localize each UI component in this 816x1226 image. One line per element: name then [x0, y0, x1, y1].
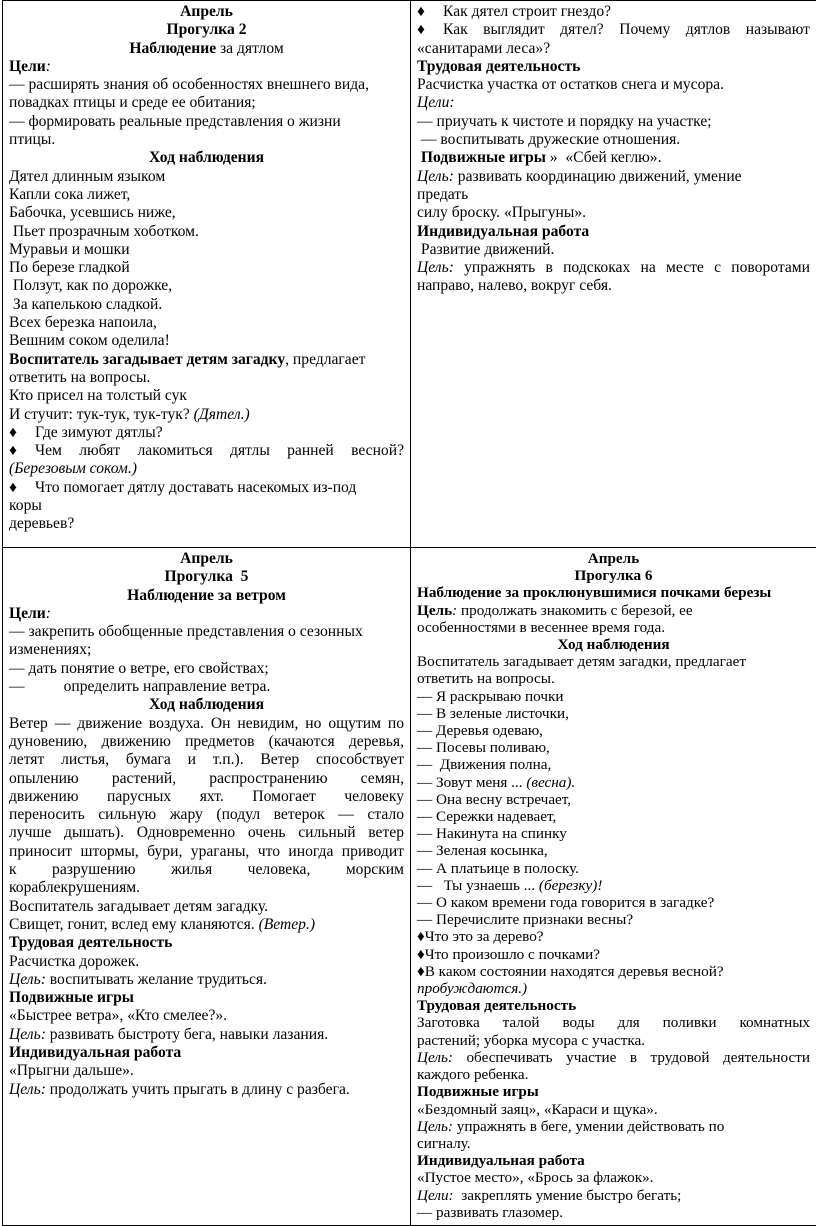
riddle-line: — В зеленые листочки, — [417, 705, 810, 722]
labor-text: Расчистка дорожек. — [9, 953, 404, 971]
cell-walk-5 — [3, 548, 411, 1226]
course-heading: Ход наблюдения — [9, 696, 404, 714]
games-goal: Цель: упражнять в беге, умении действовать по — [417, 1118, 810, 1135]
observation-title: Наблюдение за проклюнувшимися почками березы — [417, 584, 810, 601]
question-item: ♦ Как дятел строит гнездо? — [417, 3, 810, 21]
diamond-bullet-icon: ♦ — [9, 442, 35, 460]
paragraph-line: Ветер — движение воздуха. Он невидим, но ощутим по — [9, 715, 404, 733]
month-heading: Апрель — [417, 550, 810, 567]
labor-heading: Трудовая деятельность — [417, 997, 810, 1014]
diamond-bullet-icon: ♦ — [417, 946, 425, 963]
riddle-intro: Воспитатель загадывает детям загадку. — [9, 898, 404, 916]
individual-goal: Цель: продолжать учить прыгать в длину с разбега. — [9, 1081, 404, 1099]
observation-title: Наблюдение за дятлом — [9, 40, 404, 58]
question-line: — Перечислите признаки весны? — [417, 911, 810, 928]
games-text: «Быстрее ветра», «Кто смелее?». — [9, 1007, 404, 1025]
observation-title: Наблюдение за ветром — [9, 587, 404, 605]
goal-line: — формировать реальные представления о жизни — [9, 113, 404, 131]
games-goal: предать — [417, 186, 810, 204]
paragraph-line: к разрушению жилья человека, морским — [9, 861, 404, 879]
month-heading: Апрель — [9, 550, 404, 568]
question-item: ♦ Как выглядит дятел? Почему дятлов называют — [417, 21, 810, 39]
diamond-bullet-icon: ♦ — [417, 963, 425, 980]
riddle-line: Кто присел на толстый сук — [9, 387, 404, 405]
individual-text: «Прыгни дальше». — [9, 1062, 404, 1080]
games-goal: Цель: развивать координацию движений, умение — [417, 168, 810, 186]
month-heading: Апрель — [9, 3, 404, 21]
riddle-line: — Зовут меня ... (весна). — [417, 774, 810, 791]
individual-heading: Индивидуальная работа — [417, 223, 810, 241]
individual-heading: Индивидуальная работа — [417, 1152, 810, 1169]
question-item: ♦Что произошло с почками? — [417, 946, 810, 963]
riddle-line: — Движения полна, — [417, 756, 810, 773]
games-text: «Бездомный заяц», «Караси и щука». — [417, 1101, 810, 1118]
poem-line: Ползут, как по дорожке, — [9, 277, 404, 295]
labor-goal: Цель: обеспечивать участие в трудовой деятельности — [417, 1049, 810, 1066]
paragraph-line: опылению растений, распространению семян, — [9, 770, 404, 788]
games-goal: силу броску. «Прыгуны». — [417, 204, 810, 222]
walk-heading: Прогулка 5 — [9, 568, 404, 586]
question-item: ♦ Что помогает дятлу доставать насекомых из-под — [9, 479, 404, 497]
question-line: — О каком времени года говорится в загадке? — [417, 894, 810, 911]
labor-heading: Трудовая деятельность — [417, 58, 810, 76]
poem-line: Вешним соком оделила! — [9, 332, 404, 350]
goal-line: — приучать к чистоте и порядку на участке; — [417, 113, 810, 131]
paragraph-line: приносит штормы, бури, ураганы, что иногда приводит — [9, 843, 404, 861]
individual-goal: направо, налево, вокруг себя. — [417, 277, 810, 295]
paragraph-line: переносить сильную жару (подул ветерок — стало — [9, 806, 404, 824]
individual-heading: Индивидуальная работа — [9, 1044, 404, 1062]
poem-line: За капелькою сладкой. — [9, 296, 404, 314]
diamond-bullet-icon: ♦ — [417, 21, 443, 39]
riddle-line: — Посевы поливаю, — [417, 739, 810, 756]
riddle-line: И стучит: тук-тук, тук-тук? (Дятел.) — [9, 406, 404, 424]
riddle-intro: ответить на вопросы. — [9, 369, 404, 387]
paragraph-line: кораблекрушениям. — [9, 879, 404, 897]
diamond-bullet-icon: ♦ — [9, 479, 35, 497]
course-heading: Ход наблюдения — [417, 636, 810, 653]
answer-line: пробуждаются.) — [417, 980, 810, 997]
question-line: деревьев? — [9, 515, 404, 533]
games-goal: сигналу. — [417, 1135, 810, 1152]
poem-line: Капли сока лижет, — [9, 186, 404, 204]
riddle-line: — Ты узнаешь ... (березку)! — [417, 877, 810, 894]
goal-line: — определить направление ветра. — [9, 678, 404, 696]
individual-text: Развитие движений. — [417, 241, 810, 259]
diamond-bullet-icon: ♦ — [9, 424, 35, 442]
riddle-intro: Воспитатель загадывает детям загадку, предлагает — [9, 351, 404, 369]
goal-line: — воспитывать дружеские отношения. — [417, 131, 810, 149]
paragraph-line: движению парусных яхт. Помогает человеку — [9, 788, 404, 806]
goal-line: птицы. — [9, 131, 404, 149]
poem-line: Дятел длинным языком — [9, 168, 404, 186]
diamond-bullet-icon: ♦ — [417, 928, 425, 945]
diamond-bullet-icon: ♦ — [417, 3, 443, 21]
labor-goal: Цель: воспитывать желание трудиться. — [9, 971, 404, 989]
goals-label: Цели: — [417, 94, 810, 112]
course-heading: Ход наблюдения — [9, 149, 404, 167]
poem-line: Всех березка напоила, — [9, 314, 404, 332]
plan-table — [2, 0, 816, 1226]
labor-heading: Трудовая деятельность — [9, 934, 404, 952]
riddle-line: Свищет, гонит, вслед ему кланяются. (Ветер.) — [9, 916, 404, 934]
riddle-line: — Сережки надевает, — [417, 808, 810, 825]
question-item: ♦ Чем любят лакомиться дятлы ранней весной? — [9, 442, 404, 460]
riddle-line: — Она весну встречает, — [417, 791, 810, 808]
individual-goal: — развивать глазомер. — [417, 1204, 810, 1221]
goal-line: — закрепить обобщенные представления о сезонных — [9, 623, 404, 641]
riddle-intro: Воспитатель загадывает детям загадки, предлагает — [417, 653, 810, 670]
goals-label: Цели: — [9, 605, 404, 623]
poem-line: Пьет прозрачным хоботком. — [9, 223, 404, 241]
poem-line: По березе гладкой — [9, 259, 404, 277]
cell-walk-6 — [411, 548, 816, 1226]
poem-line: Муравьи и мошки — [9, 241, 404, 259]
riddle-line: — Деревья одеваю, — [417, 722, 810, 739]
question-line: «санитарами леса»? — [417, 40, 810, 58]
question-item: ♦В каком состоянии находятся деревья весной? — [417, 963, 810, 980]
riddle-line: — Я раскрываю почки — [417, 688, 810, 705]
goal-line: особенностями в весеннее время года. — [417, 619, 810, 636]
riddle-line: — Накинута на спинку — [417, 825, 810, 842]
goal-line: Цель: продолжать знакомить с березой, ее — [417, 602, 810, 619]
individual-text: «Пустое место», «Брось за флажок». — [417, 1169, 810, 1186]
individual-goal: Цели: закреплять умение быстро бегать; — [417, 1187, 810, 1204]
poem-line: Бабочка, усевшись ниже, — [9, 204, 404, 222]
question-line: коры — [9, 497, 404, 515]
cell-walk-2 — [3, 1, 411, 548]
walk-heading: Прогулка 6 — [417, 567, 810, 584]
goal-line: повадках птицы и среде ее обитания; — [9, 94, 404, 112]
labor-goal: каждого ребенка. — [417, 1066, 810, 1083]
paragraph-line: лучше дышать). Одновременно очень сильный ветер — [9, 824, 404, 842]
goal-line: изменениях; — [9, 641, 404, 659]
question-item: ♦ Где зимуют дятлы? — [9, 424, 404, 442]
goals-label: Цели: — [9, 58, 404, 76]
games-heading: Подвижные игры — [417, 1083, 810, 1100]
goal-line: — дать понятие о ветре, его свойствах; — [9, 660, 404, 678]
cell-walk-2-continued — [411, 1, 816, 548]
individual-goal: Цель: упражнять в подскоках на месте с поворотами — [417, 259, 810, 277]
paragraph-line: летят листья, бумага и т.п.). Ветер способствует — [9, 751, 404, 769]
goal-line: — расширять знания об особенностях внешнего вида, — [9, 76, 404, 94]
walk-heading: Прогулка 2 — [9, 21, 404, 39]
riddle-line: — А платьице в полоску. — [417, 860, 810, 877]
question-item: ♦Что это за дерево? — [417, 928, 810, 945]
labor-text: Расчистка участка от остатков снега и мусора. — [417, 76, 810, 94]
games-heading: Подвижные игры » «Сбей кеглю». — [417, 149, 810, 167]
games-goal: Цель: развивать быстроту бега, навыки лазания. — [9, 1026, 404, 1044]
paragraph-line: дуновению, движению предметов (качаются деревья, — [9, 733, 404, 751]
labor-text: Заготовка талой воды для поливки комнатных — [417, 1014, 810, 1031]
answer-line: (Березовым соком.) — [9, 460, 404, 478]
games-heading: Подвижные игры — [9, 989, 404, 1007]
riddle-line: — Зеленая косынка, — [417, 842, 810, 859]
labor-text: растений; уборка мусора с участка. — [417, 1032, 810, 1049]
riddle-intro: ответить на вопросы. — [417, 670, 810, 687]
